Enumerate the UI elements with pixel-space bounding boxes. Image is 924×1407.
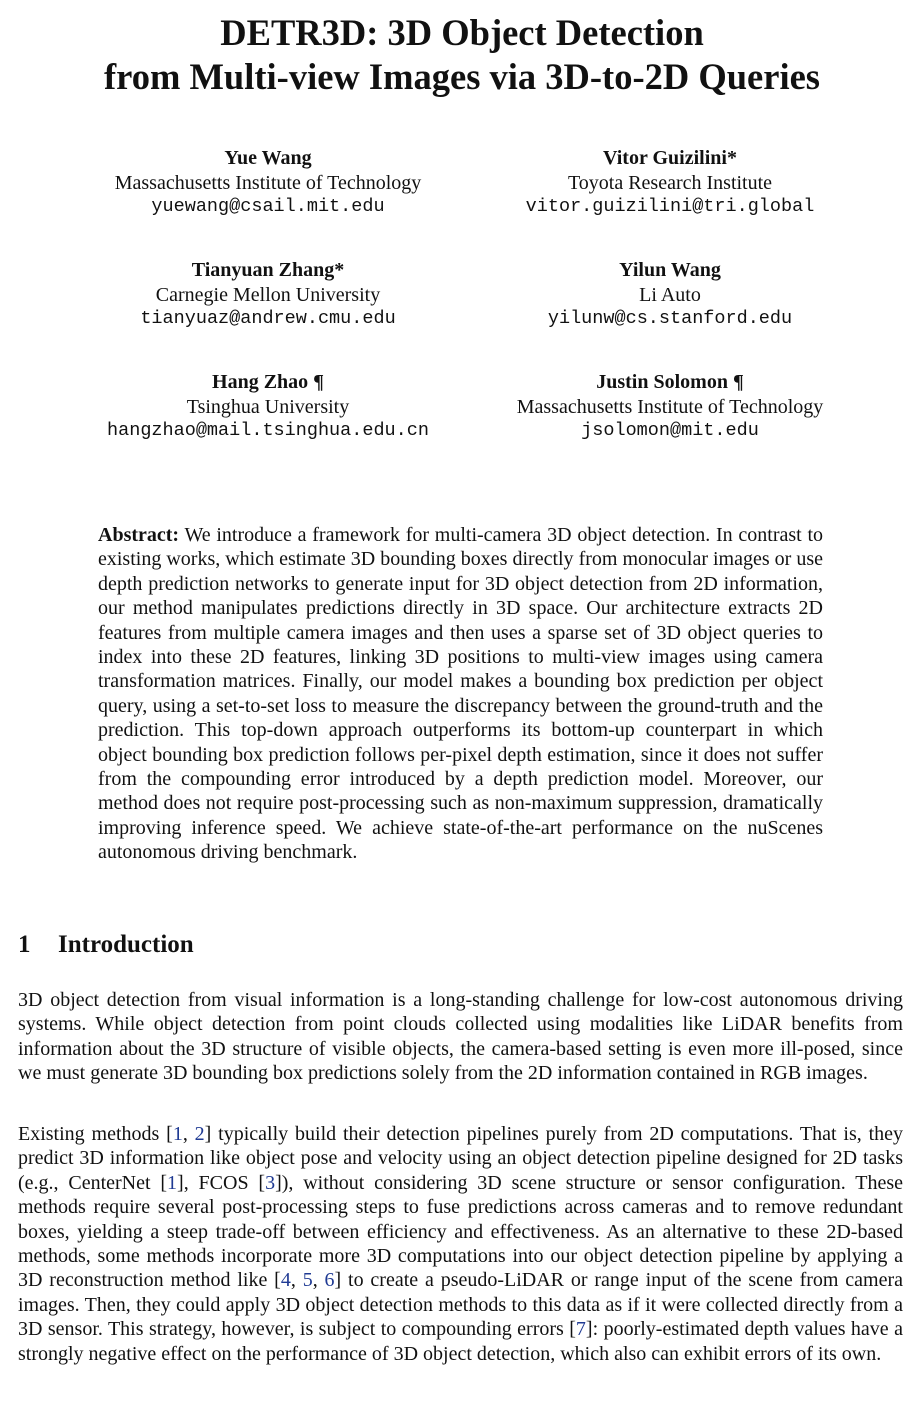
author-name: Hang Zhao ¶ [212, 371, 324, 393]
section-title: Introduction [58, 931, 194, 958]
author-block [460, 146, 880, 220]
citation-link[interactable]: 7 [575, 1318, 586, 1341]
title-line-2: from Multi-view Images via 3D-to-2D Queries [104, 56, 820, 97]
author-affiliation: Carnegie Mellon University [155, 283, 381, 306]
text-span: Existing methods [ [18, 1123, 173, 1145]
author-block [460, 258, 880, 332]
section-number: 1 [18, 931, 31, 958]
author-block [460, 370, 880, 444]
text-span: , [290, 1269, 303, 1292]
text-span: ]), without considering 3D scene structure or sensor configuration. These methods require several post-processing steps to fuse predictions across cameras and to remove redundant boxes, yielding a steep trade-off between efficiency and effectiveness. As an alternative to these 2D-based methods, some methods incorporate more 3D computations into our object detection pipeline by applying a 3D reconstruction method like [ [18, 1171, 903, 1292]
author-name: Vitor Guizilini* [603, 147, 737, 169]
citation-link[interactable]: 2 [194, 1123, 205, 1145]
author-affiliation: Massachusetts Institute of Technology [516, 395, 824, 418]
author-email: yuewang@csail.mit.edu [151, 196, 385, 217]
text-span: ], FCOS [ [177, 1171, 266, 1194]
author-email: yilunw@cs.stanford.edu [547, 308, 793, 329]
intro-paragraph-1: 3D object detection from visual information is a long-standing challenge for low-cost autonomous driving systems. While object detection from point clouds collected using modalities like LiDAR benefits from information about the 3D structure of visible objects, the camera-based setting is even more ill-posed, since we must generate 3D bounding box predictions solely from the 2D information contained in RGB images. [18, 989, 903, 1085]
title-line-1: DETR3D: 3D Object Detection [220, 12, 704, 53]
author-affiliation: Toyota Research Institute [567, 171, 773, 194]
author-block [58, 146, 478, 220]
citation-link[interactable]: 4 [280, 1269, 291, 1292]
author-block [58, 258, 478, 332]
citation-link[interactable]: 1 [167, 1171, 178, 1194]
abstract-label: Abstract: [98, 524, 180, 546]
author-email: jsolomon@mit.edu [581, 420, 759, 441]
author-email: hangzhao@mail.tsinghua.edu.cn [107, 420, 429, 441]
author-email: vitor.guizilini@tri.global [525, 196, 815, 217]
citation-link[interactable]: 1 [172, 1123, 183, 1145]
abstract [98, 523, 823, 865]
author-name: Yilun Wang [619, 259, 721, 281]
author-name: Yue Wang [224, 147, 312, 169]
citation-link[interactable]: 5 [302, 1269, 313, 1292]
author-block [58, 370, 478, 444]
author-name: Tianyuan Zhang* [191, 259, 345, 281]
citation-link[interactable]: 6 [324, 1269, 335, 1292]
section-heading [18, 928, 194, 962]
author-affiliation: Li Auto [639, 283, 701, 306]
text-span: ] typically build their detection pipelines purely from 2D computations. That is, they predict 3D information like object pose and velocity using an object detection pipeline designed for 2D tasks (e.g., CenterNet [ [18, 1123, 904, 1194]
text-span: , [182, 1123, 195, 1145]
text-span: , [312, 1269, 325, 1292]
author-affiliation: Tsinghua University [186, 395, 350, 418]
citation-link[interactable]: 3 [265, 1171, 276, 1194]
author-email: tianyuaz@andrew.cmu.edu [140, 308, 396, 329]
text-span: ]: poorly-estimated depth values have a strongly negative effect on the performance of 3D object detection, which also can exhibit errors of its own. [18, 1318, 903, 1365]
author-name: Justin Solomon ¶ [596, 371, 744, 393]
intro-paragraph-2 [18, 1122, 903, 1366]
text-span: ] to create a pseudo-LiDAR or range input of the scene from camera images. Then, they could apply 3D object detection methods to this data as if it were collected directly from a 3D sensor. This strategy, however, is subject to compounding errors [ [18, 1269, 904, 1341]
abstract-text: We introduce a framework for multi-camera 3D object detection. In contrast to existing works, which estimate 3D bounding boxes directly from monocular images or use depth prediction networks to generate input for 3D object detection from 2D information, our method manipulates predictions directly in 3D space. Our architecture extracts 2D features from multiple camera images and then uses a sparse set of 3D object queries to index into these 2D features, linking 3D positions to multi-view images using camera transformation matrices. Finally, our model makes a bounding box prediction per object query, using a set-to-set loss to measure the discrepancy between the ground-truth and the prediction. This top-down approach outperforms its bottom-up counterpart in which object bounding box prediction follows per-pixel depth estimation, since it does not suffer from the compounding error introduced by a depth prediction model. Moreover, our method does not require post-processing such as non-maximum suppression, dramatically improving inference speed. We achieve state-of-the-art performance on the nuScenes autonomous driving benchmark. [98, 524, 823, 864]
author-affiliation: Massachusetts Institute of Technology [114, 171, 422, 194]
